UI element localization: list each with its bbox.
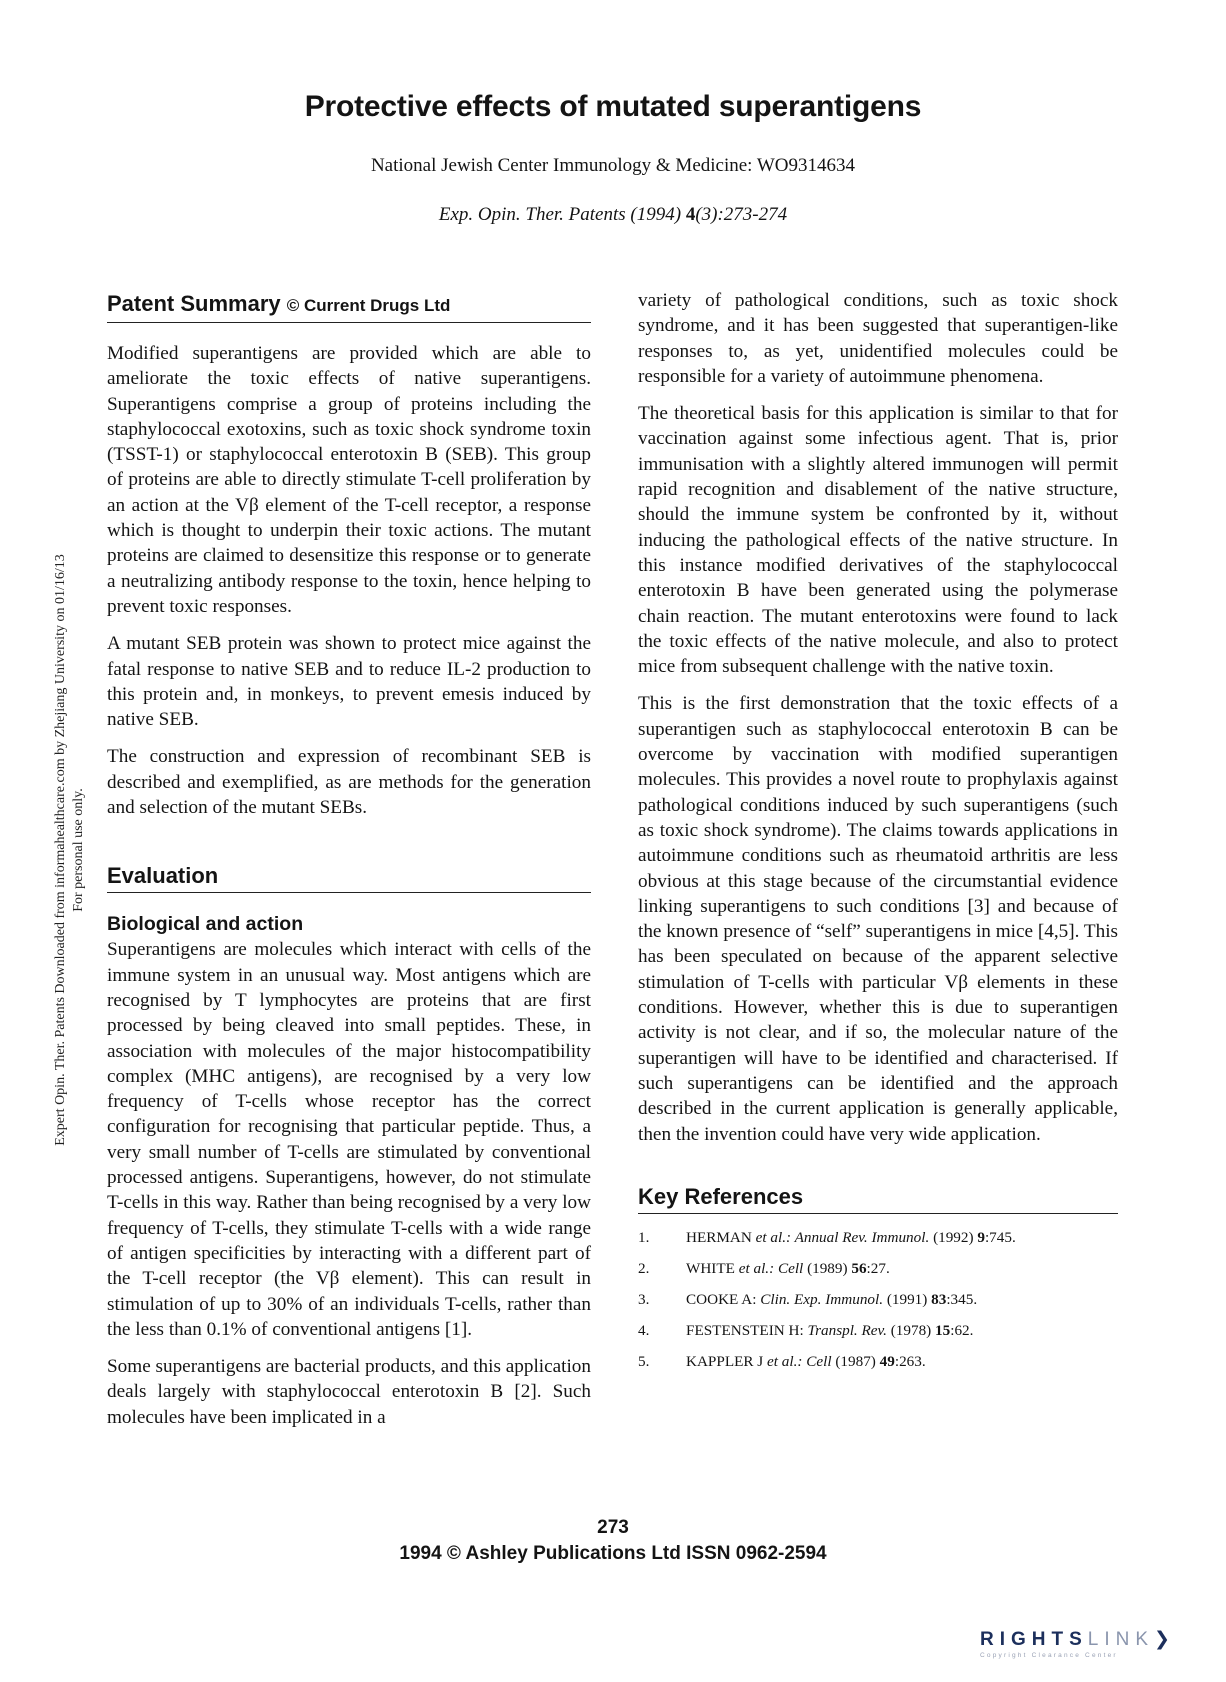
reference-journal: : Annual Rev. Immunol.: [786, 1228, 930, 1246]
reference-volume: 56: [851, 1259, 867, 1277]
rightslink-wordmark: [980, 1628, 1210, 1651]
reference-volume: 83: [931, 1290, 947, 1308]
reference-author: HERMAN: [686, 1228, 756, 1246]
reference-etal: et al.: [755, 1228, 786, 1246]
right-column: [638, 288, 1118, 1377]
reference-volume: 49: [879, 1352, 895, 1370]
rightslink-tagline: Copyright Clearance Center: [980, 1652, 1118, 1659]
rightslink-mark-bold: RIGHTS: [980, 1629, 1088, 1650]
body-paragraph: The theoretical basis for this application is similar to that for vaccination against some infectious agent. That is, prior immunisation with a slightly altered immunogen will permit rapid recognition and disablement of the native structure, should the immune system be confronted by it, without inducing the pathological effects of the native structure. In this instance modified derivatives of the staphylococcal enterotoxin B have been generated using the polymerase chain reaction. The mutant enterotoxins were found to lack the toxic effects of the native molecule, and also to protect mice from subsequent challenge with the native toxin.: [638, 403, 1118, 678]
citation-volume: 4: [685, 204, 696, 225]
publisher-copyright: 1994 © Ashley Publications Ltd ISSN 0962-2594: [399, 1543, 827, 1564]
reference-pages: :263.: [894, 1352, 926, 1370]
reference-year: (1978): [886, 1321, 936, 1339]
biological-action-subheading: Biological and action: [107, 913, 304, 936]
reference-author: FESTENSTEIN H:: [686, 1321, 808, 1339]
reference-year: (1989): [803, 1259, 852, 1277]
reference-number: 4.: [638, 1321, 650, 1339]
left-column: [107, 290, 591, 1442]
rightslink-mark-light: LINK: [1087, 1629, 1155, 1650]
reference-list: [638, 1222, 1118, 1377]
key-references-heading: Key References: [638, 1183, 1118, 1214]
reference-year: (1991): [883, 1290, 932, 1308]
reference-number: 1.: [638, 1228, 650, 1246]
reference-journal: Transpl. Rev.: [807, 1321, 887, 1339]
reference-item: [638, 1315, 1118, 1346]
evaluation-heading: Evaluation: [107, 862, 591, 893]
citation-pages: (3):273-274: [695, 204, 788, 225]
reference-item: [638, 1346, 1118, 1377]
reference-year: (1992): [929, 1228, 978, 1246]
reference-item: [638, 1222, 1118, 1253]
reference-pages: :27.: [866, 1259, 890, 1277]
reference-number: 2.: [638, 1259, 650, 1277]
reference-number: 3.: [638, 1290, 650, 1308]
reference-author: WHITE: [686, 1259, 739, 1277]
reference-volume: 9: [977, 1228, 985, 1246]
reference-author: KAPPLER J: [686, 1352, 768, 1370]
download-notice: [40, 490, 100, 1210]
patent-summary-credit: © Current Drugs Ltd: [286, 296, 451, 315]
reference-pages: :345.: [946, 1290, 978, 1308]
reference-author: COOKE A:: [686, 1290, 761, 1308]
patent-summary-title: Patent Summary: [107, 291, 281, 316]
citation-journal: Exp. Opin. Ther. Patents (1994): [438, 204, 686, 225]
summary-paragraph: Modified superantigens are provided which are able to ameliorate the toxic effects of native superantigens. Superantigens comprise a group of proteins including the staphylococcal exotoxins, such as toxic shock syndrome toxin (TSST-1) or staphylococcal enterotoxin B (SEB). This group of proteins are able to directly stimulate T-cell proliferation by an action at the Vβ element of the T-cell receptor, a response which is thought to underpin their toxic actions. The mutant proteins are claimed to desensitize this response or to generate a neutralizing antibody response to the toxin, hence helping to prevent toxic responses.: [107, 343, 591, 617]
evaluation-paragraph: Some superantigens are bacterial products, and this application deals largely with staphylococcal enterotoxin B [2]. Such molecules have been implicated in a: [107, 1356, 591, 1428]
reference-item: [638, 1284, 1118, 1315]
body-paragraph: variety of pathological conditions, such as toxic shock syndrome, and it has been suggested that superantigen-like responses to, as yet, unidentified molecules could be responsible for a variety of autoimmune phenomena.: [638, 290, 1118, 387]
page-number: 273: [597, 1517, 629, 1538]
download-notice-line-1: Expert Opin. Ther. Patents Downloaded from informahealthcare.com by Zhejiang University on 01/16/13: [53, 554, 68, 1146]
reference-number: 5.: [638, 1352, 650, 1370]
journal-citation: [0, 204, 1226, 226]
reference-journal: : Cell: [797, 1352, 832, 1370]
body-paragraph: This is the first demonstration that the toxic effects of a superantigen such as staphylococcal enterotoxin B can be overcome by vaccination with modified superantigen molecules. This provides a novel route to prophylaxis against pathological conditions induced by such superantigens (such as toxic shock syndrome). The claims towards applications in autoimmune conditions such as rheumatoid arthritis are less obvious at this stage because of the circumstantial evidence linking superantigens to such conditions [3] and because of the known presence of “self” superantigens in mice [4,5]. This has been speculated on because of the apparent selective stimulation of T-cells with particular Vβ elements in these conditions. However, whether this is due to superantigen activity is not clear, and if so, the molecular nature of the superantigen will have to be identified and characterised. If such superantigens can be identified and the approach described in the current application is generally applicable, then the invention could have very wide application.: [638, 693, 1118, 1145]
reference-etal: et al.: [738, 1259, 770, 1277]
reference-item: [638, 1253, 1118, 1284]
reference-journal: : Cell: [769, 1259, 804, 1277]
rightslink-logo[interactable]: [980, 1628, 1210, 1659]
reference-etal: et al.: [767, 1352, 798, 1370]
patent-summary-heading: [107, 290, 591, 323]
reference-journal: Clin. Exp. Immunol.: [760, 1290, 884, 1308]
reference-volume: 15: [935, 1321, 951, 1339]
reference-pages: :745.: [984, 1228, 1016, 1246]
evaluation-paragraph: Superantigens are molecules which interact with cells of the immune system in an unusual way. Most antigens which are recognised by T lymphocytes are proteins that are first processed by being cleaved into small peptides. These, in association with molecules of the major histocompatibility complex (MHC antigens), are recognised by a very low frequency of T-cells whose receptor has the correct configuration for recognising that particular peptide. Thus, a very small number of T-cells are stimulated by conventional processed antigens. Superantigens, however, do not stimulate T-cells in this way. Rather than being recognised by a very low frequency of T-cells, they stimulate T-cells with a wide range of antigen specificities by interacting with a different part of the T-cell receptor (the Vβ element). This can result in stimulation of up to 30% of an individuals T-cells, rather than the less than 0.1% of conventional antigens [1].: [107, 939, 591, 1340]
reference-year: (1987): [831, 1352, 880, 1370]
article-title: Protective effects of mutated superantigens: [304, 90, 922, 123]
reference-pages: :62.: [950, 1321, 974, 1339]
patent-assignee: National Jewish Center Immunology & Medicine: WO9314634: [370, 155, 856, 176]
chevron-right-icon: ❯: [1154, 1629, 1176, 1650]
summary-paragraph: A mutant SEB protein was shown to protect mice against the fatal response to native SEB and to reduce IL-2 production to this protein and, in monkeys, to prevent emesis induced by native SEB.: [107, 633, 591, 731]
download-notice-line-2: For personal use only.: [71, 788, 86, 912]
summary-paragraph: The construction and expression of recombinant SEB is described and exemplified, as are methods for the generation and selection of the mutant SEBs.: [107, 746, 591, 819]
